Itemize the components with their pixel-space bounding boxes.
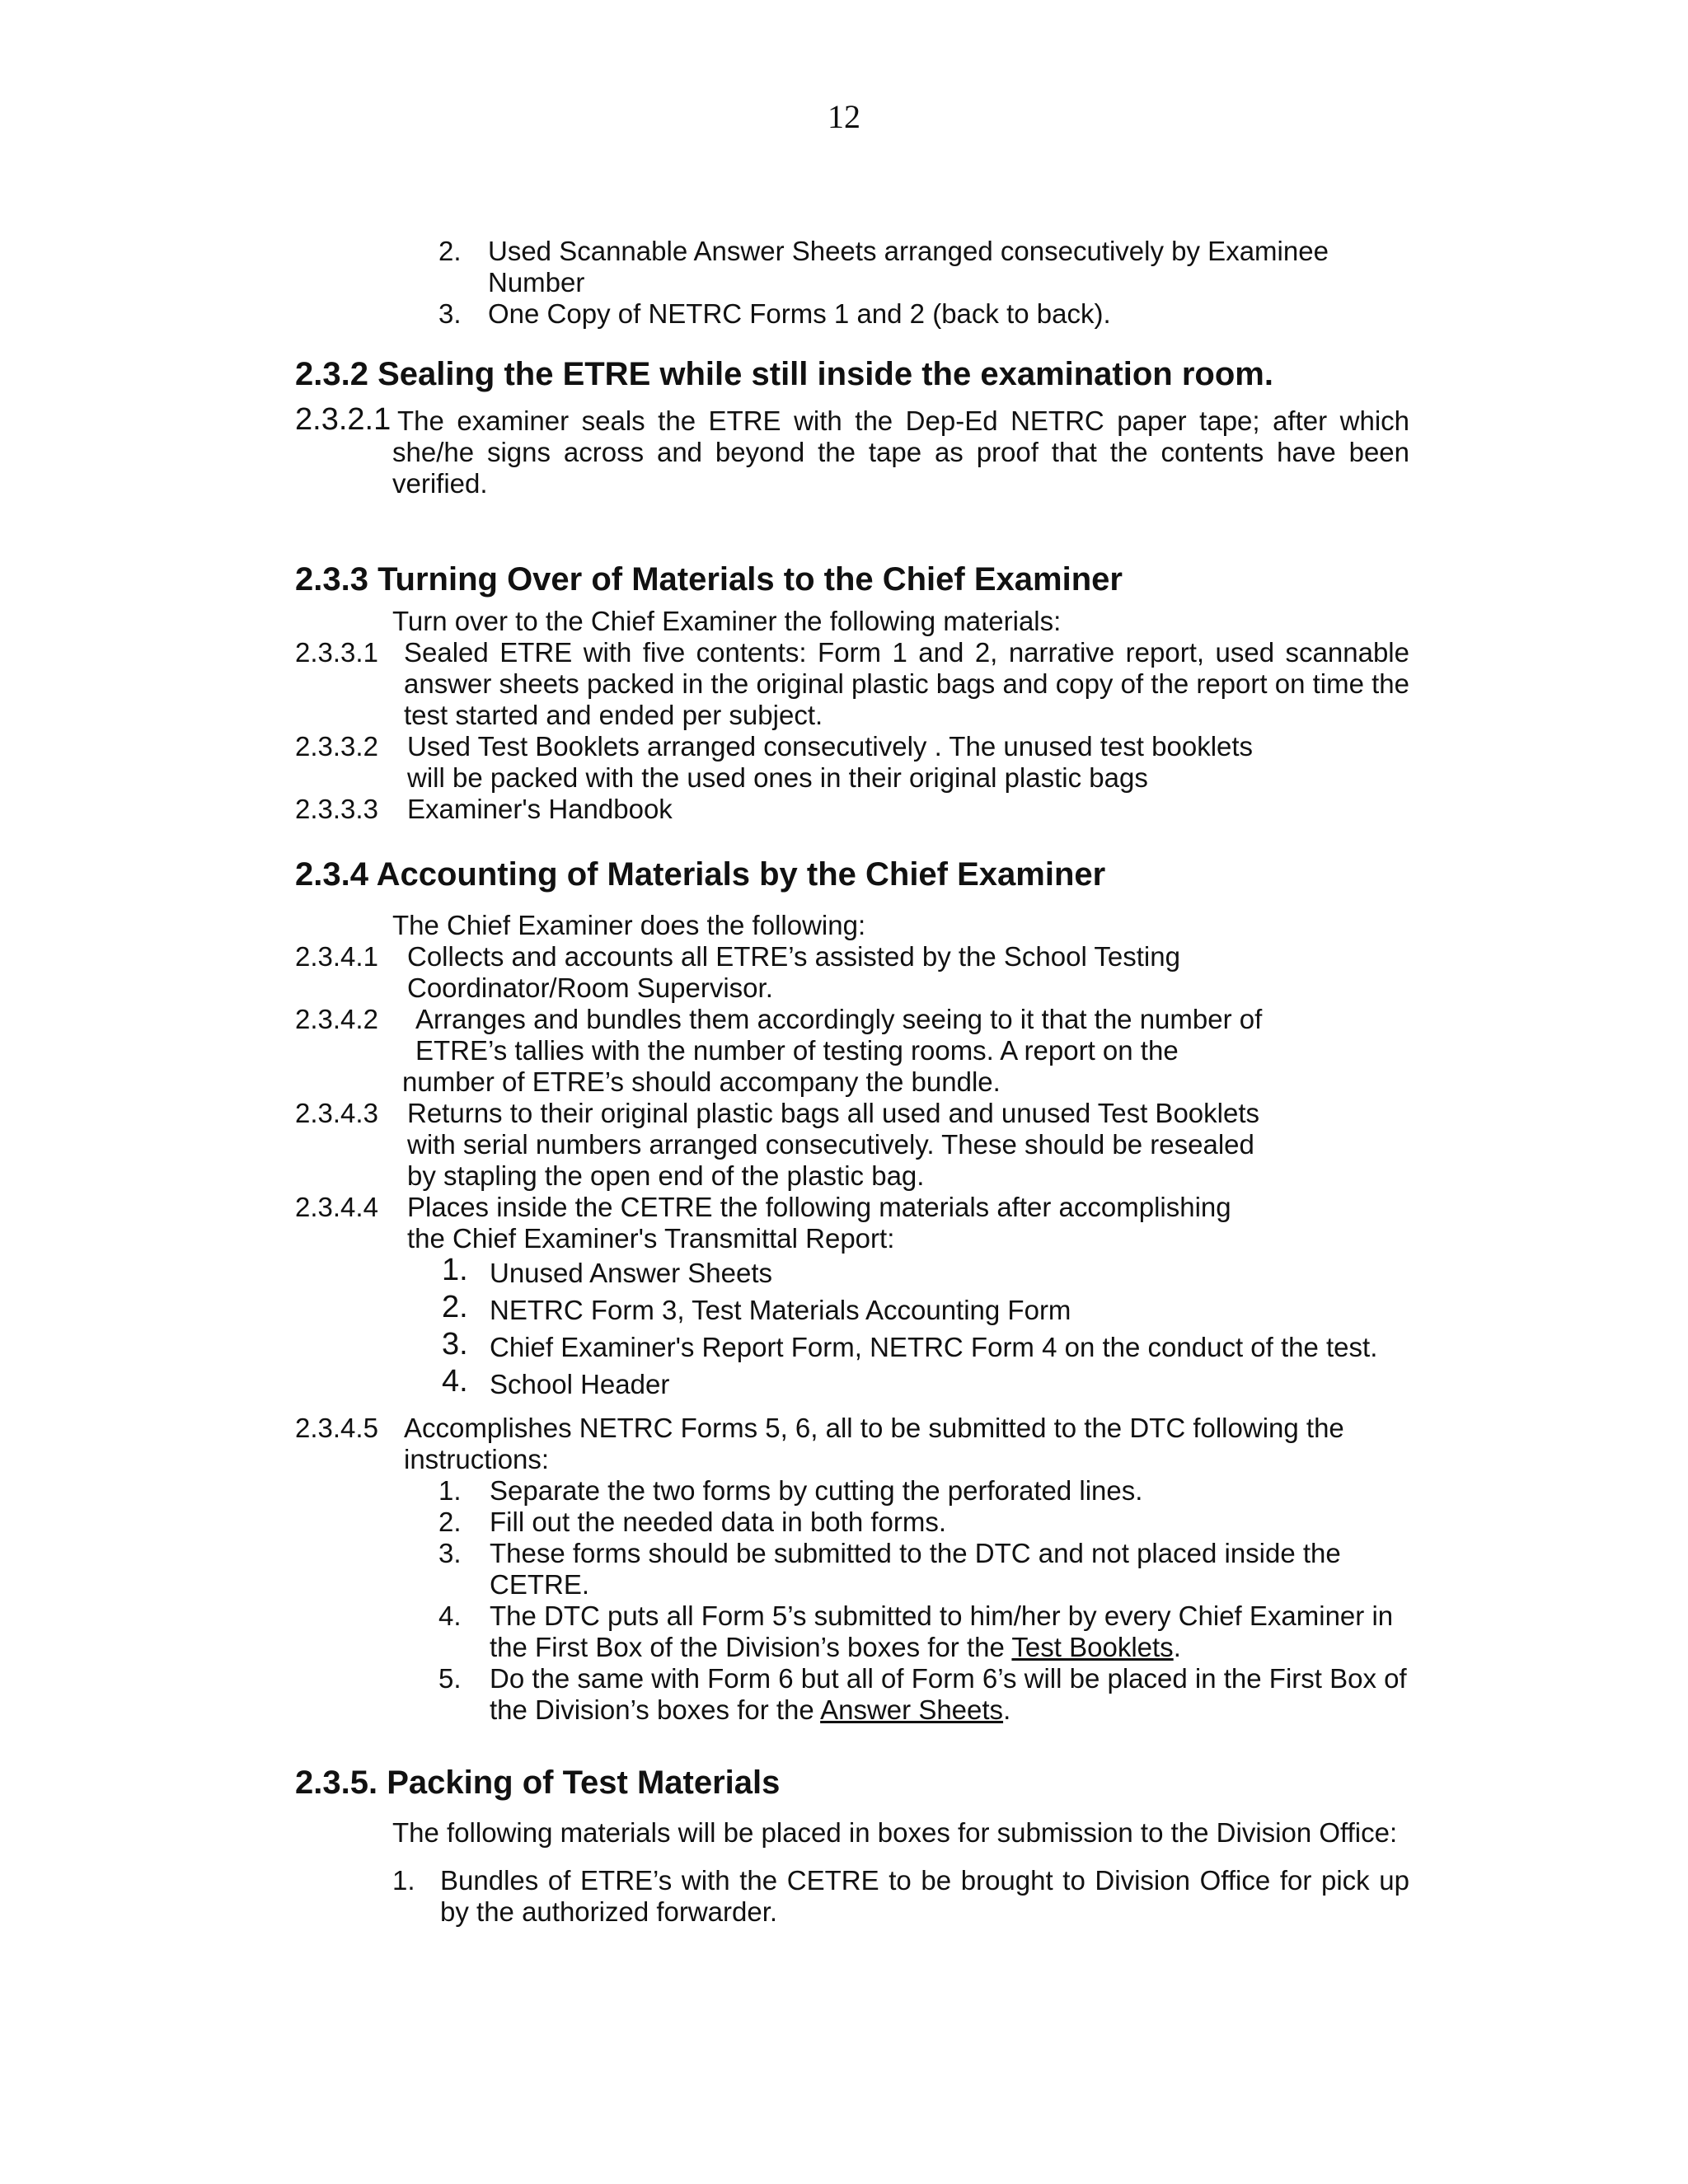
paragraph-line: Arranges and bundles them accordingly seeing to it that the number of xyxy=(415,1004,1263,1034)
list-item-text: Number xyxy=(488,267,585,298)
list-number: 2. xyxy=(442,1290,468,1324)
list-number: 3. xyxy=(438,1538,462,1568)
paragraph-line: answer sheets packed in the original plastic bags and copy of the report on time the xyxy=(404,668,1409,699)
paragraph-line: with serial numbers arranged consecutively. These should be resealed xyxy=(407,1129,1254,1160)
paragraph-line: Returns to their original plastic bags all used and unused Test Booklets xyxy=(407,1098,1260,1128)
list-item-text: Unused Answer Sheets xyxy=(490,1258,773,1288)
list-item-text: The DTC puts all Form 5’s submitted to him/her by every Chief Examiner in xyxy=(490,1601,1394,1631)
list-item-text: NETRC Form 3, Test Materials Accounting Form xyxy=(490,1295,1071,1325)
paragraph-line: instructions: xyxy=(404,1444,550,1474)
paragraph-line: number of ETRE’s should accompany the bundle. xyxy=(402,1066,1001,1097)
answer-sheets-underlined: Answer Sheets xyxy=(820,1694,1004,1725)
section-intro: The following materials will be placed in boxes for submission to the Division Office: xyxy=(392,1817,1398,1848)
list-item-text-part: the Division’s boxes for the xyxy=(490,1694,821,1725)
list-number: 2. xyxy=(438,1507,462,1537)
list-item-text: Do the same with Form 6 but all of Form 6’s will be placed in the First Box of xyxy=(490,1663,1407,1694)
paragraph-line: The examiner seals the ETRE with the Dep-Ed NETRC paper tape; after which xyxy=(397,405,1409,436)
list-item-text-tail: . xyxy=(1173,1632,1181,1662)
item-number: 2.3.3.2 xyxy=(295,731,378,762)
list-item-text: CETRE. xyxy=(490,1569,590,1600)
list-item-text: Separate the two forms by cutting the perforated lines. xyxy=(490,1475,1143,1506)
list-number: 1. xyxy=(392,1865,415,1896)
section-heading: 2.3.4 Accounting of Materials by the Chief Examiner xyxy=(295,856,1106,893)
paragraph-line: Places inside the CETRE the following materials after accomplishing xyxy=(407,1192,1231,1222)
list-item-text-tail: . xyxy=(1003,1694,1011,1725)
paragraph-line: Collects and accounts all ETRE’s assisted by the School Testing xyxy=(407,941,1180,972)
paragraph-line: verified. xyxy=(392,468,488,499)
section-heading: 2.3.2 Sealing the ETRE while still inside the examination room. xyxy=(295,356,1273,392)
section-intro: The Chief Examiner does the following: xyxy=(392,910,866,940)
paragraph-line: ETRE’s tallies with the number of testing rooms. A report on the xyxy=(415,1035,1179,1066)
paragraph-line: Coordinator/Room Supervisor. xyxy=(407,972,773,1003)
paragraph-line: the Chief Examiner's Transmittal Report: xyxy=(407,1223,895,1254)
item-number: 2.3.4.1 xyxy=(295,941,378,972)
list-item-text: Chief Examiner's Report Form, NETRC Form 4 on the conduct of the test. xyxy=(490,1332,1378,1362)
list-item-text: These forms should be submitted to the DTC and not placed inside the xyxy=(490,1538,1341,1568)
list-number: 3. xyxy=(438,298,462,329)
section-intro: Turn over to the Chief Examiner the following materials: xyxy=(392,606,1062,636)
list-item-text: School Header xyxy=(490,1369,670,1399)
paragraph-line: will be packed with the used ones in their original plastic bags xyxy=(407,762,1148,793)
list-number: 4. xyxy=(438,1601,462,1631)
item-number: 2.3.4.3 xyxy=(295,1098,378,1128)
item-number: 2.3.4.5 xyxy=(295,1413,378,1443)
list-item-text: One Copy of NETRC Forms 1 and 2 (back to back). xyxy=(488,298,1111,329)
item-number: 2.3.3.3 xyxy=(295,794,378,824)
section-heading: 2.3.3 Turning Over of Materials to the Chief Examiner xyxy=(295,561,1123,598)
paragraph-line: by the authorized forwarder. xyxy=(440,1896,778,1927)
paragraph-line: Examiner's Handbook xyxy=(407,794,673,824)
test-booklets-underlined: Test Booklets xyxy=(1011,1632,1174,1662)
list-item-text: Fill out the needed data in both forms. xyxy=(490,1507,947,1537)
item-number: 2.3.3.1 xyxy=(295,637,378,668)
list-item-text: Used Scannable Answer Sheets arranged consecutively by Examinee xyxy=(488,236,1329,266)
list-number: 2. xyxy=(438,236,462,266)
list-item-text xyxy=(490,1632,1181,1663)
item-number: 2.3.4.4 xyxy=(295,1192,378,1222)
list-number: 1. xyxy=(438,1475,462,1506)
item-number: 2.3.4.2 xyxy=(295,1004,378,1034)
list-item-text xyxy=(490,1694,1010,1726)
paragraph-line: she/he signs across and beyond the tape as proof that the contents have been xyxy=(392,437,1409,467)
list-number: 4. xyxy=(442,1364,468,1399)
list-item-text-part: the First Box of the Division’s boxes for the xyxy=(490,1632,1012,1662)
paragraph-line: Bundles of ETRE’s with the CETRE to be brought to Division Office for pick up xyxy=(440,1865,1409,1896)
page-number: 12 xyxy=(828,98,860,135)
list-number: 5. xyxy=(438,1663,462,1694)
paragraph-line: Used Test Booklets arranged consecutively . The unused test booklets xyxy=(407,731,1254,762)
section-heading: 2.3.5. Packing of Test Materials xyxy=(295,1765,781,1801)
paragraph-line: Accomplishes NETRC Forms 5, 6, all to be submitted to the DTC following the xyxy=(404,1413,1344,1443)
item-number: 2.3.2.1 xyxy=(295,402,392,437)
paragraph-line: Sealed ETRE with five contents: Form 1 and 2, narrative report, used scannable xyxy=(404,637,1409,668)
paragraph-line: test started and ended per subject. xyxy=(404,700,823,730)
list-number: 1. xyxy=(442,1253,468,1287)
paragraph-line: by stapling the open end of the plastic bag. xyxy=(407,1160,925,1191)
list-number: 3. xyxy=(442,1327,468,1361)
